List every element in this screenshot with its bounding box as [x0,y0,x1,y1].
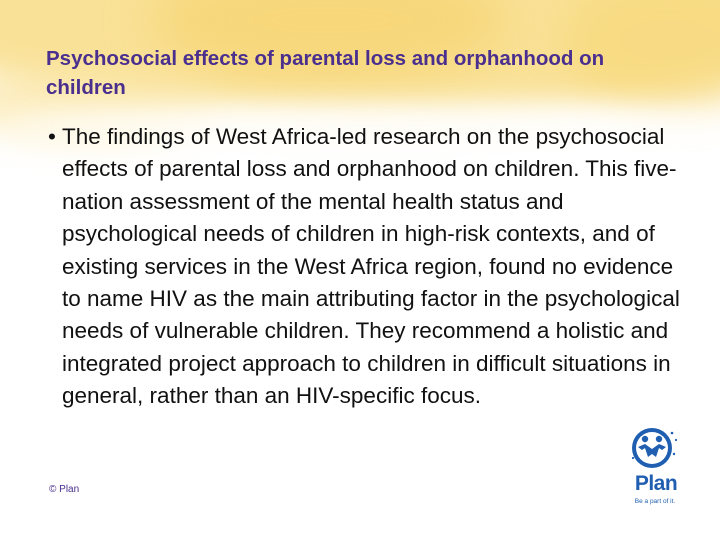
plan-logo [618,424,690,510]
slide-title: Psychosocial effects of parental loss and orphanhood on children [46,47,605,99]
bullet-marker: • [48,124,56,149]
copyright-notice: © Plan [49,484,80,495]
plan-children-globe-icon [628,424,680,472]
logo-tagline: Be a part of it. [634,498,676,505]
bullet-item [48,121,680,413]
logo-wordmark: Plan [634,472,678,495]
bullet-text: The findings of West Africa-led research on the psychosocial effects of parental loss and orphanhood on children. This five-nation assessment of the mental health status and psychological needs of children in high-risk contexts, and of existing services in the West Africa region, found no evidence to name HIV as the main attributing factor in the psychological needs of vulnerable children. They recommend a holistic and integrated project approach to children in difficult situations in general, rather than an HIV-specific focus. [62,124,680,409]
